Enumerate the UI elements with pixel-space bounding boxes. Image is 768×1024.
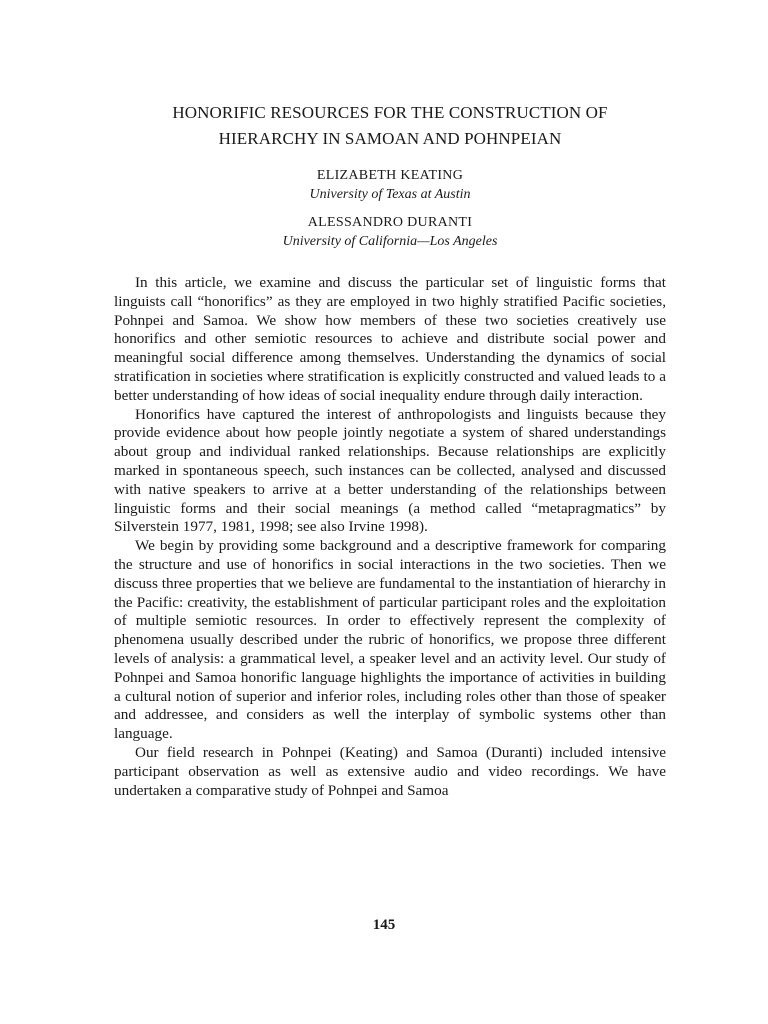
author-block (114, 213, 666, 251)
article-page (114, 100, 666, 800)
author-list (114, 166, 666, 251)
author-name: ALESSANDRO DURANTI (307, 215, 473, 230)
paragraph: We begin by providing some background and a descriptive framework for comparing the structure and use of honorifics in social interactions in the two societies. Then we discuss three properties that we believe are fundamental to the instantiation of hierarchy in the Pacific: creativity, the establishment of particular participant roles and the exploitation of multiple semiotic resources. In order to effectively represent the complexity of phenomena usually described under the rubric of honorifics, we propose three different levels of analysis: a grammatical level, a speaker level and an activity level. Our study of Pohnpei and Samoa honorific language highlights the importance of activities in building a cultural notion of superior and inferior roles, including roles other than those of speaker and addressee, and considers as well the interplay of symbolic systems other than language. (114, 537, 666, 743)
paragraph: In this article, we examine and discuss the particular set of linguistic forms that linguists call “honorifics” as they are employed in two highly stratified Pacific societies, Pohnpei and Samoa. We show how members of these two societies creatively use honorifics and other semiotic resources to achieve and distribute social power and meaningful social difference among themselves. Understanding the dynamics of social stratification in societies where stratification is explicitly constructed and valued leads to a better understanding of how ideas of social inequality endure through daily interaction. (114, 274, 666, 404)
article-title (114, 100, 666, 152)
paragraph: Our field research in Pohnpei (Keating) and Samoa (Duranti) included intensive participant observation as well as extensive audio and video recordings. We have undertaken a comparative study of Pohnpei and Samoa (114, 743, 666, 799)
author-name: ELIZABETH KEATING (316, 168, 464, 183)
title-line-2: HIERARCHY IN SAMOAN AND POHNPEIAN (218, 129, 562, 148)
page-number: 145 (372, 917, 396, 933)
author-block (114, 166, 666, 204)
title-line-1: HONORIFIC RESOURCES FOR THE CONSTRUCTION OF (172, 103, 608, 122)
paragraph: Honorifics have captured the interest of anthropologists and linguists because they provide evidence about how people jointly negotiate a system of shared understandings about group and individual ranked relationships. Because relationships are explicitly marked in spontaneous speech, such instances can be collected, analysed and discussed with native speakers to arrive at a better understanding of the relationships between linguistic forms and their social meanings (a method called “metapragmatics” by Silverstein 1977, 1981, 1998; see also Irvine 1998). (114, 405, 666, 536)
body-text (114, 274, 666, 800)
author-affiliation: University of Texas at Austin (309, 187, 471, 202)
author-affiliation: University of California—Los Angeles (282, 234, 498, 249)
